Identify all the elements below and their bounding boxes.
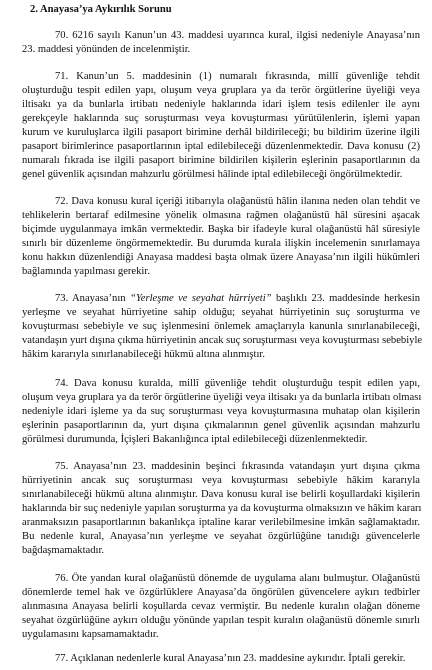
text-line: 70. 6216 sayılı Kanun’un 43. maddesi uyarınca kural, ilgisi nedeniyle Anayasa’nın xyxy=(55,30,420,41)
text-line: aranmaksızın pasaportlarının bakanlıkça iptaline karar verilebilmesine imkân sağlamaktadır. xyxy=(22,517,420,528)
text-line: hürriyetinin ancak suç soruşturması veya kovuşturması sebebiyle hâkim kararıyla xyxy=(22,475,420,486)
text-line: 76. Öte yandan kural olağanüstü dönemde de uygulama alanı bulmuştur. Olağanüstü xyxy=(55,573,420,584)
text-line: sınırlanabileceği hükmü altına alınmıştır. Dava konusu kural ise belirli koşullardaki kişilerin xyxy=(22,489,420,500)
text-line: numaralı fıkrada ise ilgili pasaport birimine bildirilen kişilerin eşlerinin pasaportlarının da xyxy=(22,155,420,166)
text-line: oluşum veya gruplara ya da terör örgütlerine üyeliği veya iltisakı ya da bunlarla irtibatı olması xyxy=(22,392,422,403)
text-line: 75. Anayasa’nın 23. maddesinin beşinci fıkrasında vatandaşın yurt dışına çıkma xyxy=(55,461,420,472)
text-line: tehlikelerin bertaraf edilmesine yönelik olmasına rağmen olağanüstü hâl süresini aşacak xyxy=(22,210,420,221)
text-line: biçimde uygulanmaya imkân vermektedir. Başka bir ifadeyle kural olağanüstü hâl süresiyle xyxy=(22,224,420,235)
text-line: pasaport birimlerince pasaportlarının iptal edilebileceği düzenlenmektedir. Dava konusu (2) xyxy=(22,141,420,152)
text-line: eşlerinin pasaportlarının da, yurt dışına çıkmalarının genel güvenlik açısından mahzurlu xyxy=(22,420,420,431)
text-line: vatandaşın yurt dışına çıkma hürriyetinin ancak suç soruşturması veya kovuşturması sebebiyle xyxy=(22,335,423,346)
article-title-quote: “Yerleşme ve seyahat hürriyeti” xyxy=(129,293,272,304)
text-line: oluşturduğu tespit edilen yapı, oluşum veya gruplara ya da terör örgütlerine üyeliği veya xyxy=(22,85,420,96)
text-line: 74. Dava konusu kuralda, millî güvenliğe tehdit oluşturduğu tespit edilen yapı, xyxy=(55,378,420,389)
text-line: haklarında bir suç nedeniyle yapılan soruşturma ya da kovuşturma olmaksızın ve hâkim kararı xyxy=(22,503,422,514)
text-line: dönemlerde temel hak ve özgürlüklere Anayasa’da öngörülen güvencelere aykırı tedbirler xyxy=(22,587,420,598)
section-heading: 2. Anayasa’ya Aykırılık Sorunu xyxy=(30,4,172,15)
text-line: 77. Açıklanan nedenlerle kural Anayasa’nın 23. maddesine aykırıdır. İptali gerekir. xyxy=(55,653,406,664)
text-line: konu hakkın düzenlendiği Anayasa maddesi başta olmak üzere Anayasa’nın ilgili hükümleri xyxy=(22,252,420,263)
text-line: genel güvenlik açısından mahzurlu görülmesi hâlinde iptal edilebileceği öngörülmektedir. xyxy=(22,169,403,180)
text-line: Bu nedenle kural, Anayasa’nın yerleşme ve seyahat özgürlüğüne tanıdığı güvencelerle xyxy=(22,531,420,542)
text-line: kurum ve kuruluşlarca ilgili pasaport birimine derhâl bildirileceği; bu bildirim üzerine ilgili xyxy=(22,127,420,138)
text-line: kovuşturması sebebiyle ve suç işlenmesini önlemek amaçlarıyla kanunla sınırlanabileceği, xyxy=(22,321,420,332)
text-line: seyahat özgürlüğüne aykırı olduğu yönünde yapılan tespit kuralın olağanüstü dönemle sınırlı xyxy=(22,615,420,626)
text-line: 71. Kanun’un 5. maddesinin (1) numaralı fıkrasında, millî güvenliğe tehdit xyxy=(55,71,420,82)
text-line: nedeniyle idari işleme ya da suç soruşturması veya kovuşturmasına muhatap olan kişilerin xyxy=(22,406,420,417)
text-line: bağdaşmamaktadır. xyxy=(22,545,105,556)
text-line: 73. Anayasa’nın “Yerleşme ve seyahat hürriyeti” başlıklı 23. maddesinde herkesin xyxy=(55,293,421,304)
text-line: uygulamasını kapsamamaktadır. xyxy=(22,629,159,640)
text-line: yerleşme ve seyahat hürriyetine sahip olduğu; seyahat hürriyetinin suç soruşturma ve xyxy=(22,307,420,318)
text-line: görülmesi durumunda, İçişleri Bakanlığınca iptal edilebileceği düzenlenmektedir. xyxy=(22,434,368,445)
text-line: bağlamında yapılması gerekir. xyxy=(22,266,150,277)
text-line: alınmasına Anayasa belirli koşullarda cevaz vermiştir. Bu nedenle kuralın olağan döneme xyxy=(22,601,420,612)
text-line: sınırlı bir düzenleme öngörmemektedir. Bu durumda kurala ilişkin incelemenin sınırlamaya xyxy=(22,238,420,249)
text-line: iltisakı ya da bunlarla irtibatı nedeniyle haklarında idari işlem tesis edilenler ile aynı xyxy=(22,99,420,110)
text-line: gerekçeyle haklarında suç soruşturması veya kovuşturması yürütülenlerin, işlemi yapan xyxy=(22,113,420,124)
text-line: 72. Dava konusu kural içeriği itibarıyla olağanüstü hâlin ilanına neden olan tehdit ve xyxy=(55,196,420,207)
text-line: hâkim kararıyla sınırlanabileceği hükmü altına alınmıştır. xyxy=(22,349,265,360)
text-line: 23. maddesi yönünden de incelenmiştir. xyxy=(22,44,191,55)
